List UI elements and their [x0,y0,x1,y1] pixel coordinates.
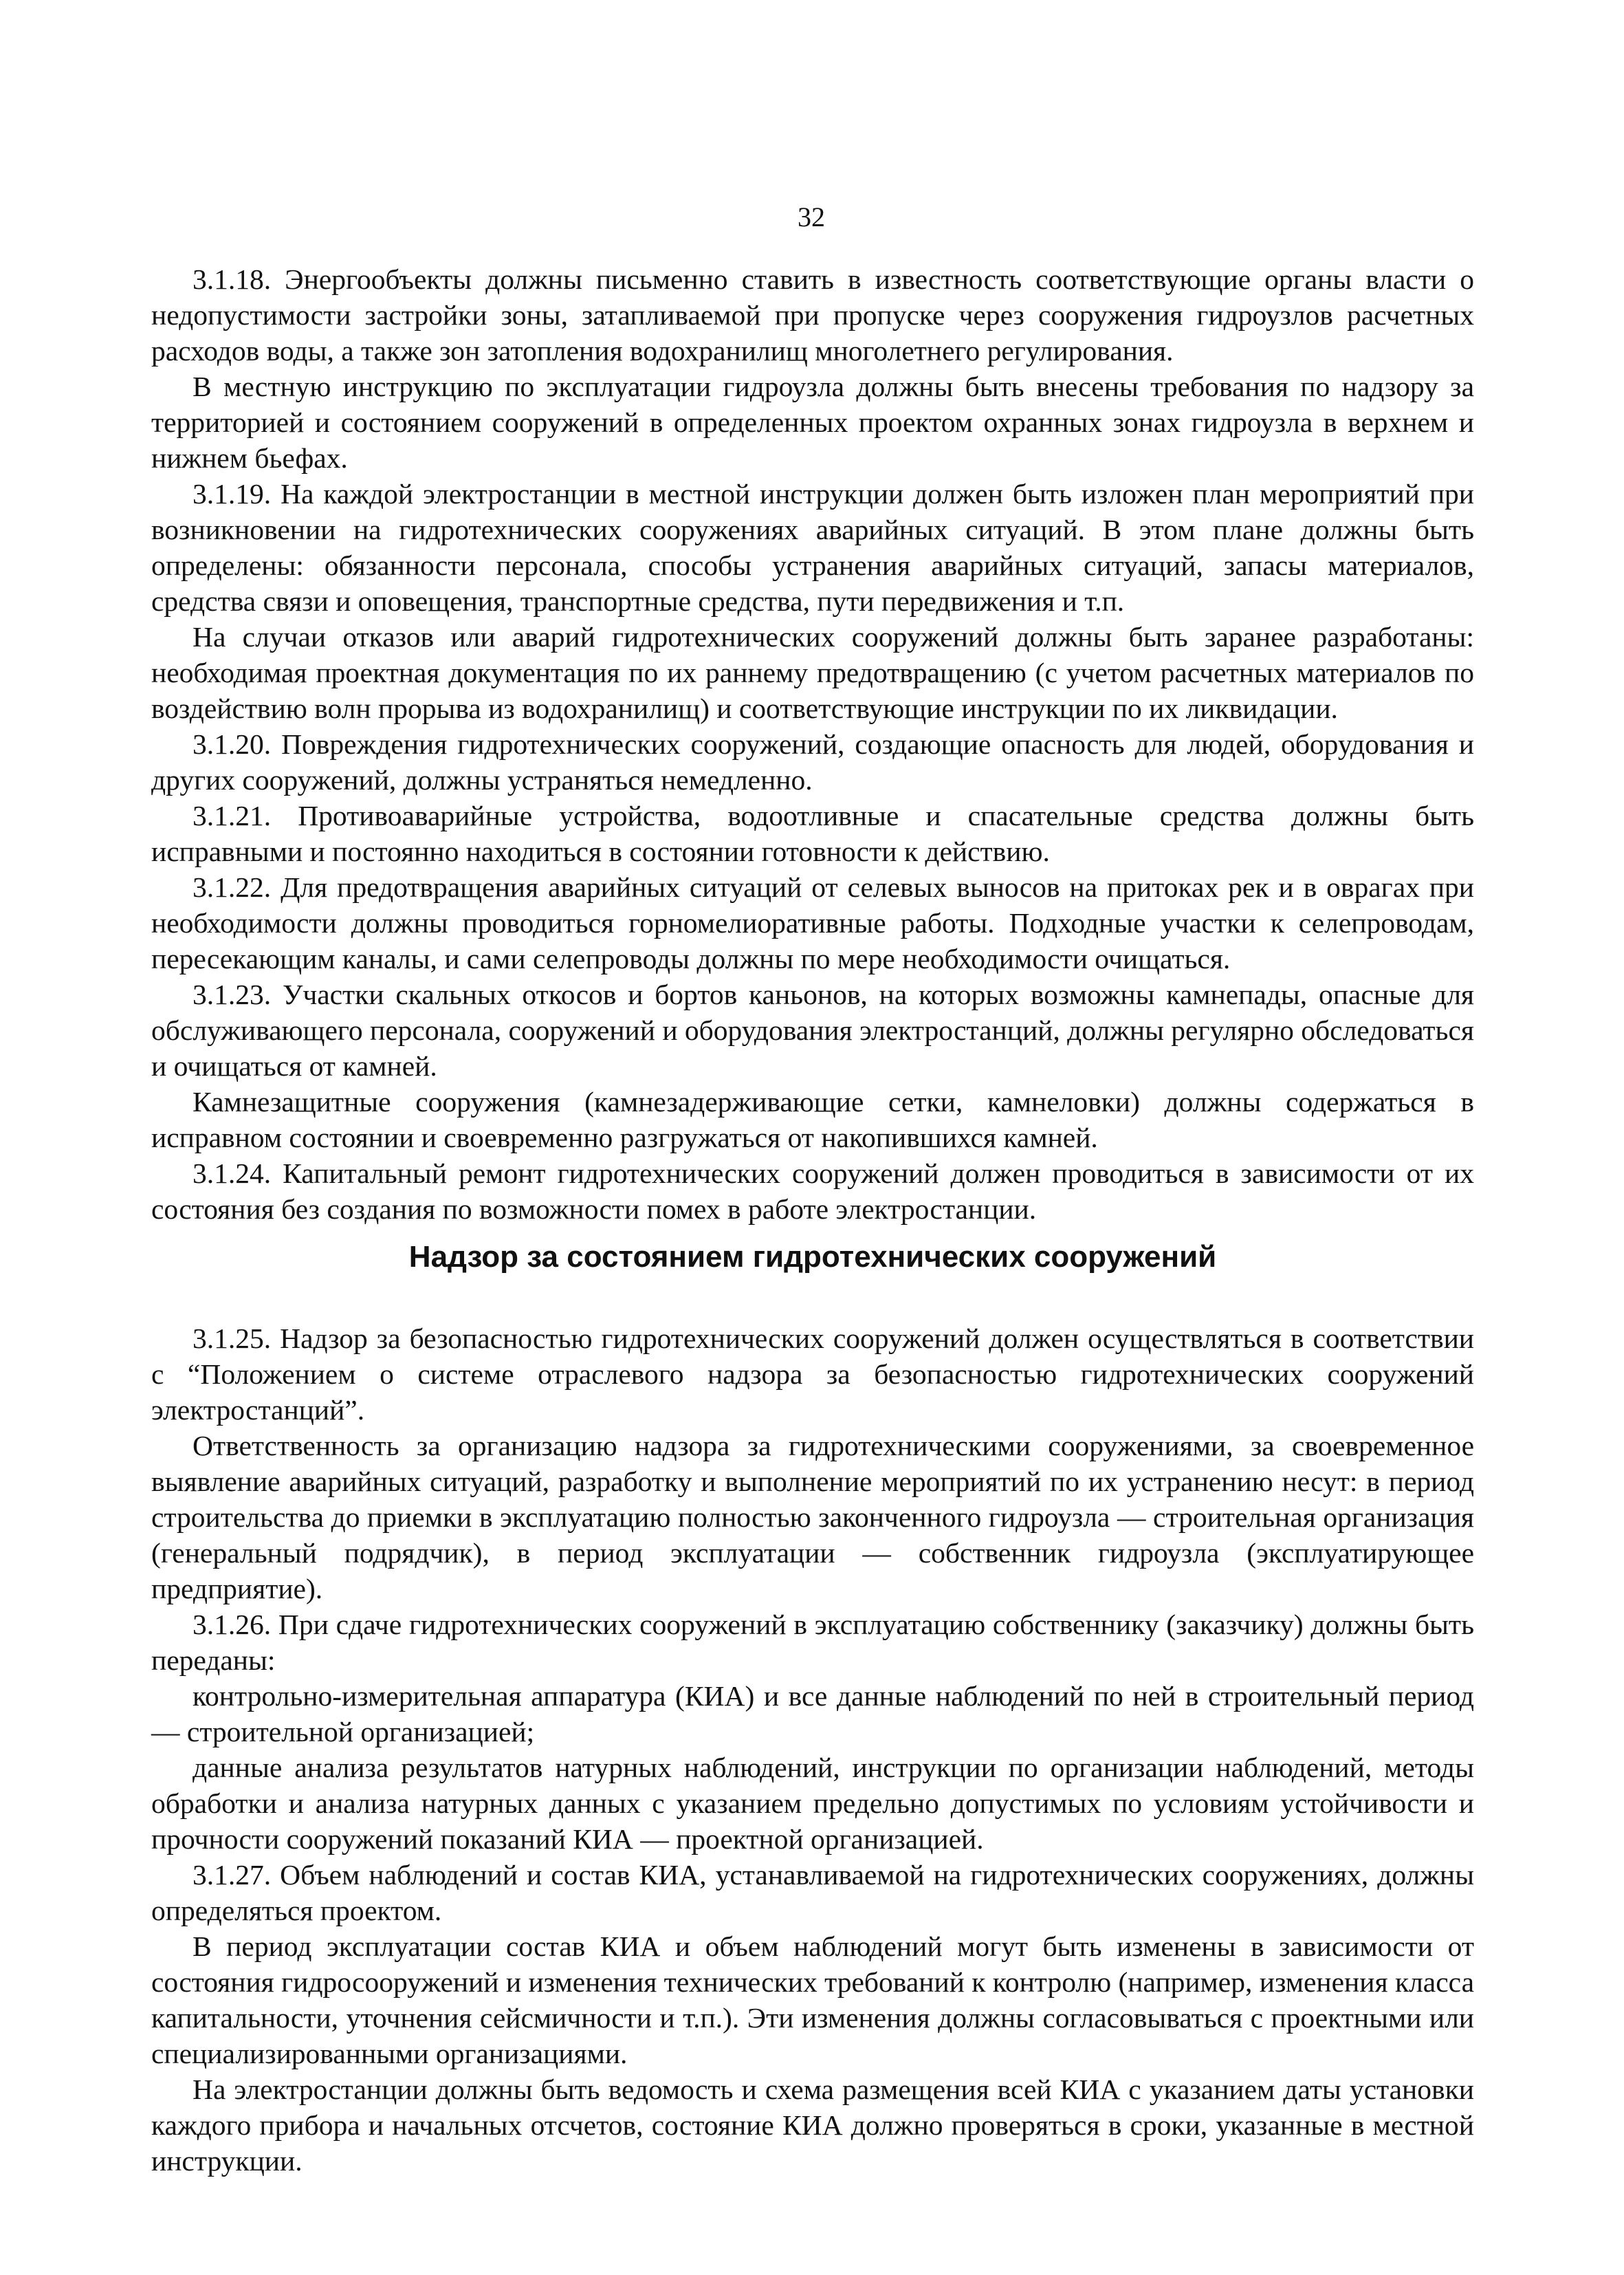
paragraph: 3.1.23. Участки скальных откосов и бортов каньонов, на которых возможны камнепады, опасные для обслуживающего персонала, сооружений и оборудования электростанций, должны регулярно обследоваться и очищаться от камней. [151,979,1474,1082]
paragraph: контрольно-измерительная аппаратура (КИА) и все данные наблюдений по ней в строительный период — строительной организацией; [151,1680,1474,1748]
paragraph: 3.1.26. При сдаче гидротехнических сооружений в эксплуатацию собственнику (заказчику) должны быть переданы: [151,1609,1474,1676]
paragraph: 3.1.18. Энергообъекты должны письменно ставить в известность соответствующие органы власти о недопустимости застройки зоны, затапливаемой при пропуске через сооружения гидроузлов расчетных расходов воды, а также зон затопления водохранилищ многолетнего регулирования. [151,263,1474,367]
text-block-after-heading [151,1320,1474,2179]
section-heading: Надзор за состоянием гидротехнических сооружений [408,1240,1217,1274]
paragraph: На электростанции должны быть ведомость и схема размещения всей КИА с указанием даты установки каждого прибора и начальных отсчетов, состояние КИА должно проверяться в сроки, указанные в местной инструкции. [151,2073,1474,2177]
paragraph: 3.1.19. На каждой электростанции в местной инструкции должен быть изложен план мероприятий при возникновении на гидротехнических сооружениях аварийных ситуаций. В этом плане должны быть определены: обязанности персонала, способы устранения аварийных ситуаций, запасы материалов, средства связи и оповещения, транспортные средства, пути передвижения и т.п. [151,478,1474,617]
paragraph: В период эксплуатации состав КИА и объем наблюдений могут быть изменены в зависимости от состояния гидросооружений и изменения технических требований к контролю (например, изменения класса капитальности, уточнения сейсмичности и т.п.). Эти изменения должны согласовываться с проектными или специализированными организациями. [151,1930,1474,2069]
paragraph: Камнезащитные сооружения (камнезадерживающие сетки, камнеловки) должны содержаться в исправном состоянии и своевременно разгружаться от накопившихся камней. [151,1086,1474,1153]
paragraph: 3.1.25. Надзор за безопасностью гидротехнических сооружений должен осуществляться в соответствии с “Положением о системе отраслевого надзора за безопасностью гидротехнических сооружений электростанций”. [151,1322,1474,1426]
paragraph: 3.1.20. Повреждения гидротехнических сооружений, создающие опасность для людей, оборудования и других сооружений, должны устраняться немедленно. [151,728,1474,796]
paragraph: На случаи отказов или аварий гидротехнических сооружений должны быть заранее разработаны: необходимая проектная документация по их раннему предотвращению (с учетом расчетных материалов по воздействию волн прорыва из водохранилищ) и соответствующие инструкции по их ликвидации. [151,621,1474,724]
page-number: 32 [798,202,825,232]
paragraph: 3.1.21. Противоаварийные устройства, водоотливные и спасательные средства должны быть исправными и постоянно находиться в состоянии готовности к действию. [151,800,1474,867]
paragraph: 3.1.27. Объем наблюдений и состав КИА, устанавливаемой на гидротехнических сооружениях, должны определяться проектом. [151,1859,1474,1926]
paragraph: 3.1.22. Для предотвращения аварийных ситуаций от селевых выносов на притоках рек и в оврагах при необходимости должны проводиться горномелиоративные работы. Подходные участки к селепроводам, пересекающим каналы, и сами селепроводы должны по мере необходимости очищаться. [151,871,1474,975]
paragraph: В местную инструкцию по эксплуатации гидроузла должны быть внесены требования по надзору за территорией и состоянием сооружений в определенных проектом охранных зонах гидроузла в верхнем и нижнем бьефах. [151,371,1474,474]
paragraph: 3.1.24. Капитальный ремонт гидротехнических сооружений должен проводиться в зависимости от их состояния без создания по возможности помех в работе электростанции. [151,1157,1474,1225]
paragraph: Ответственность за организацию надзора за гидротехническими сооружениями, за своевременное выявление аварийных ситуаций, разработку и выполнение мероприятий по их устранению несут: в период строительства до приемки в эксплуатацию полностью законченного гидроузла — строительная организация (генеральный подрядчик), в период эксплуатации — собственник гидроузла (эксплуатирующее предприятие). [151,1430,1474,1604]
paragraph: данные анализа результатов натурных наблюдений, инструкции по организации наблюдений, методы обработки и анализа натурных данных с указанием предельно допустимых по условиям устойчивости и прочности сооружений показаний КИА — проектной организацией. [151,1752,1474,1855]
text-block-before-heading [151,261,1474,1227]
